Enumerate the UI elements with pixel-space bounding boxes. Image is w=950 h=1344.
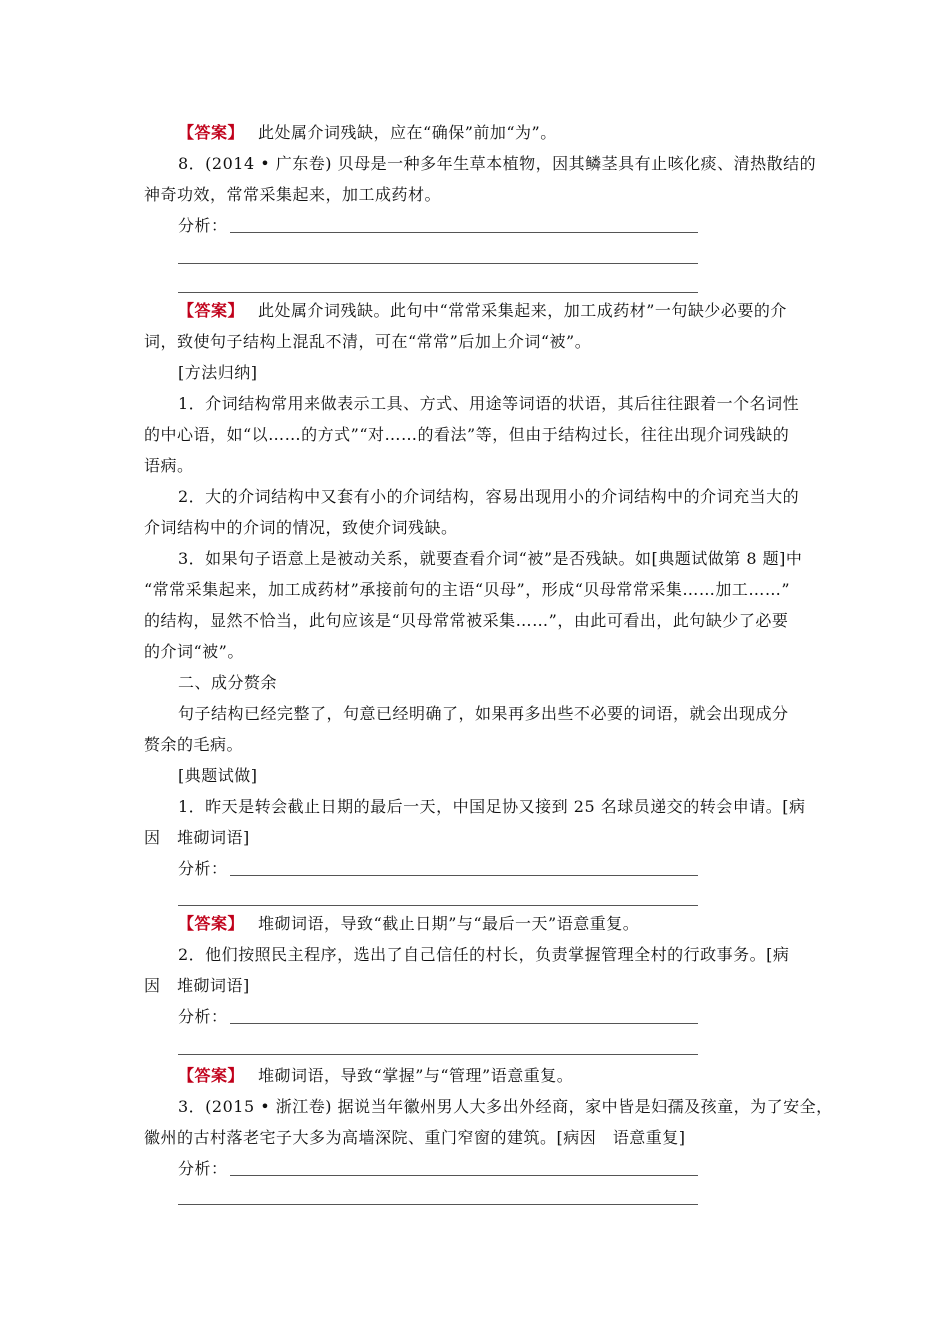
answer-text: 此处属介词残缺。此句中“常常采集起来，加工成药材”一句缺少必要的介: [258, 301, 787, 320]
answer-line: [178, 122, 557, 144]
exercise-1: 1．昨天是转会截止日期的最后一天，中国足协又接到 25 名球员递交的转会申请。[病: [178, 797, 806, 816]
analysis-blank-line: [178, 292, 698, 293]
analysis-blank-line: [230, 1175, 698, 1176]
paragraph: 句子结构已经完整了，句意已经明确了，如果再多出些不必要的词语，就会出现成分: [178, 704, 789, 723]
method-item-3-cont: “常常采集起来，加工成药材”承接前句的主语“贝母”，形成“贝母常常采集……加工……”: [144, 580, 791, 599]
answer-text: 堆砌词语，导致“掌握”与“管理”语意重复。: [258, 1066, 574, 1085]
answer-line: [178, 300, 787, 322]
method-item-3-cont: 的介词“被”。: [144, 642, 244, 661]
exercise-3-cont: 徽州的古村落老宅子大多为高墙深院、重门窄窗的建筑。[病因 语意重复]: [144, 1128, 686, 1147]
analysis-blank-line: [178, 1054, 698, 1055]
question-8-line-2: 神奇功效，常常采集起来，加工成药材。: [144, 185, 442, 204]
section-heading: [方法归纳]: [178, 363, 258, 382]
answer-tag: 【答案】: [178, 123, 245, 142]
section-heading: 二、成分赘余: [178, 673, 278, 692]
analysis-blank-line: [230, 1023, 698, 1024]
section-heading: [典题试做]: [178, 766, 258, 785]
method-item-2: 2．大的介词结构中又套有小的介词结构，容易出现用小的介词结构中的介词充当大的: [178, 487, 800, 506]
exercise-1-cont: 因 堆砌词语]: [144, 828, 250, 847]
method-item-2-cont: 介词结构中的介词的情况，致使介词残缺。: [144, 518, 458, 537]
analysis-blank-line: [230, 875, 698, 876]
paragraph-cont: 赘余的毛病。: [144, 735, 244, 754]
analysis-label: 分析：: [178, 1159, 228, 1178]
analysis-label: 分析：: [178, 216, 228, 235]
answer-tag: 【答案】: [178, 301, 245, 320]
answer-text-continued: 词，致使句子结构上混乱不清，可在“常常”后加上介词“被”。: [144, 332, 592, 351]
exercise-2-cont: 因 堆砌词语]: [144, 976, 250, 995]
question-8-line-1: 8．(2014 • 广东卷) 贝母是一种多年生草本植物，因其鳞茎具有止咳化痰、清热散结的: [178, 154, 817, 173]
analysis-blank-line: [178, 905, 698, 906]
answer-tag: 【答案】: [178, 914, 245, 933]
method-item-3: 3．如果句子语意上是被动关系，就要查看介词“被”是否残缺。如[典题试做第 8 题]中: [178, 549, 803, 568]
method-item-1: 1．介词结构常用来做表示工具、方式、用途等词语的状语，其后往往跟着一个名词性: [178, 394, 800, 413]
analysis-blank-line: [178, 263, 698, 264]
method-item-1-cont: 语病。: [144, 456, 194, 475]
exercise-3: 3．(2015 • 浙江卷) 据说当年徽州男人大多出外经商，家中皆是妇孺及孩童，为了安全，: [178, 1097, 833, 1116]
answer-text: 堆砌词语，导致“截止日期”与“最后一天”语意重复。: [258, 914, 640, 933]
method-item-1-cont: 的中心语，如“以……的方式”“对……的看法”等，但由于结构过长，往往出现介词残缺的: [144, 425, 790, 444]
method-item-3-cont: 的结构，显然不恰当，此句应该是“贝母常常被采集……”，由此可看出，此句缺少了必要: [144, 611, 789, 630]
answer-line: [178, 1065, 573, 1087]
analysis-blank-line: [230, 232, 698, 233]
analysis-blank-line: [178, 1204, 698, 1205]
analysis-label: 分析：: [178, 859, 228, 878]
analysis-label: 分析：: [178, 1007, 228, 1026]
answer-line: [178, 913, 639, 935]
exercise-2: 2．他们按照民主程序，选出了自己信任的村长，负责掌握管理全村的行政事务。[病: [178, 945, 790, 964]
answer-tag: 【答案】: [178, 1066, 245, 1085]
answer-text: 此处属介词残缺，应在“确保”前加“为”。: [258, 123, 557, 142]
